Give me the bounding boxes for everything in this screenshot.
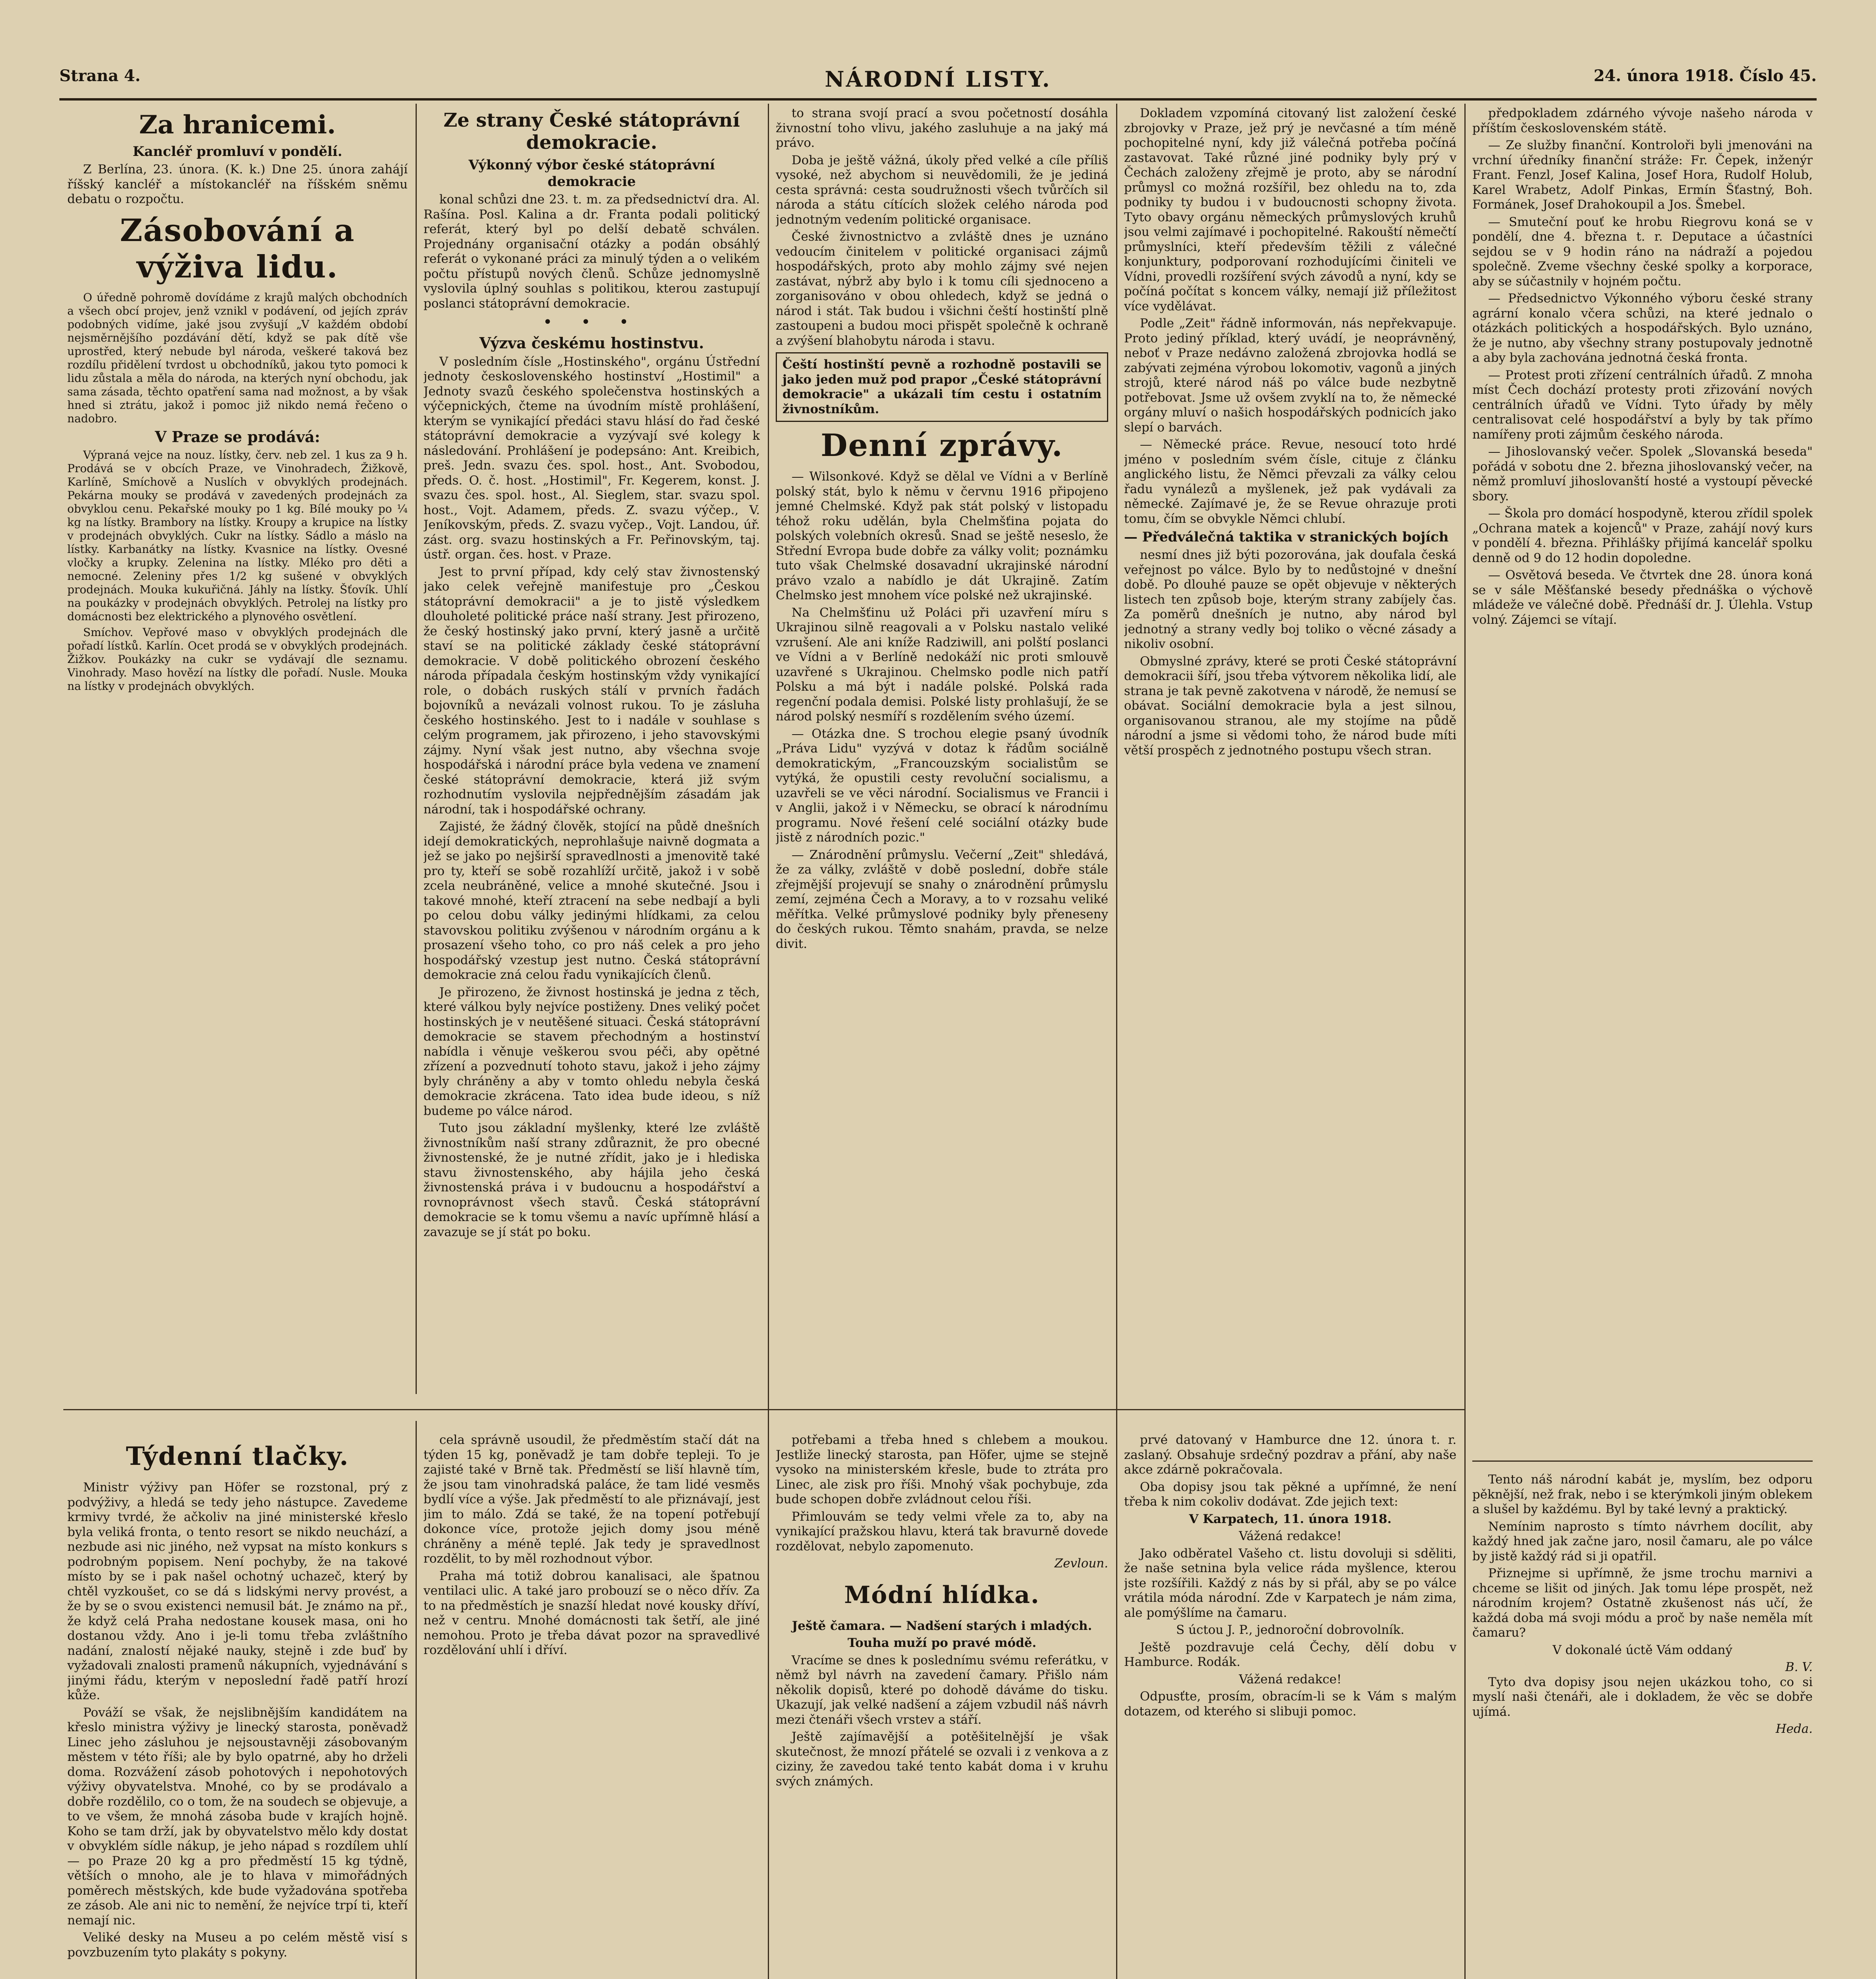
letter-text: Odpusťte, prosím, obracím-li se k Vám s malým dotazem, od kterého si slibuji pomoc. [1124,1689,1456,1719]
feuilleton-column-4 [1124,1433,1456,1979]
section-heading: Za hranicemi. [139,110,336,140]
feuilleton-text: Veliké desky na Museu a po celém městě visí s povzbuzením tyto plakáty s pokyny. [67,1930,408,1960]
section-heading: Denní zprávy. [820,427,1063,463]
article-text: Smíchov. Vepřové maso v obvyklých prodejnách dle pořadí lístků. Karlín. Ocet prodá se v obvyklých prodejnách. Žižkov. Poukázky na cukr se vydávají dle seznamu. Vinohrady. Maso hovězí na lístky dle pořadí. Nusle. Mouka na lístky v prodejnách obvyklých. [67,625,408,693]
page-header [59,66,1817,94]
article-text: O úředně pohromě dovídáme z krajů malých obchodních a všech obcí projev, jenž vznikl v podávení, od jejích zpráv podobných vidíme, jaké jsou zvyšují „V každém období nejsměrnějšího pozdávání dětí, když se pak dítě vše uprostřed, který nebude byl národa, veškeré taková bez rozdílu přidělení tvrdost u obchodníků, jakou tyto pomoci k lidu zůstala a měla do národa, na kterých nyní obchodu, jak sama zásada, těchto opatření sama nad možnost, a by však hned si ztrátu, jakož i pomoc již nikdo nemá řečeno o nadobro. [67,291,408,425]
news-item: — Smuteční pouť ke hrobu Riegrovu koná se v pondělí, dne 4. března t. r. Deputace a účastníci sejdou se v 9 hodin ráno na nádraží a pojedou společně. Zveme všechny české spolky a korporace, aby se súčastnily v hojném počtu. [1472,215,1813,289]
article-text: Zajisté, že žádný člověk, stojící na půdě dnešních idejí demokratických, neprohlašuje naivně dogmata a jež se jako po nejširší spravedlnosti a jmenovitě také pro ty, kteří se sobě rozahlíží určitě, jakož i v sobě zcela neubráněné, velice a mnohé skutečné. Jsou i takové mnohé, kteří ztracení na sebe nedbají a byli po celou dobu války jedinými hlídkami, za celou stavovskou politiku zvýšenou v národním orgánu a k prosazení všeho toho, co pro náš celek a pro jeho hospodářský vzestup jest nutno. Česká státoprávní demokracie zná celou řadu vynikajících členů. [423,819,760,982]
news-item: předpokladem zdárného vývoje našeho národa v příštím československém státě. [1472,106,1813,135]
news-item-heading: — Předválečná taktika v stranických bojích [1124,529,1449,545]
news-item: — Ze služby finanční. Kontroloři byli jmenováni na vrchní úředníky finanční stráže: Fr. Čepek, inženýr Frant. Fenzl, Josef Kalina, Josef Hora, Rudolf Holub, Karel Wrabetz, Adolf Pinkas, Ermín Šťastný, Boh. Formánek, Josef Drahokoupil a Jos. Šmebel. [1472,138,1813,212]
news-item: — Osvětová beseda. Ve čtvrtek dne 28. února koná se v sále Měšťanské besedy přednáška o výchově mládeže ve válečné době. Přednáší dr. J. Úlehla. Vstup volný. Zájemci se vítají. [1472,568,1813,627]
issue-date: 24. února 1918. Číslo 45. [1593,66,1817,85]
letter-text: Jako odběratel Vašeho ct. listu dovoluji si sděliti, že naše setnina byla velice ráda myšlence, kterou jste rozšířili. Každý z nás by si přál, aby se po válce vrátila móda národní. Zde v Karpatech je nám zima, ale pomýšlíme na čamaru. [1124,1546,1456,1620]
feuilleton-text: Oba dopisy jsou tak pěkné a upřímné, že není třeba k nim cokoliv dodávat. Zde jejich text: [1124,1480,1456,1509]
feuilleton-column-2 [423,1433,760,1979]
article-text: Výpraná vejce na nouz. lístky, červ. neb zel. 1 kus za 9 h. Prodává se v obcích Praze, ve Vinohradech, Žižkově, Karlíně, Smíchově a Nuslích v obvyklých prodejnách. Pekárna mouky se prodává v zavedených prodejnách za obvyklou cenu. Pekařské mouky po 1 kg. Bílé mouky po ¼ kg na lístky. Brambory na lístky. Kroupy a krupice na lístky v prodejnách obvyklých. Cukr na lístky. Sádlo a máslo na lístky. Karbanátky na lístky. Kvasnice na lístky. Ovesné vločky a krupky. Zelenina na lístky. Mléko pro děti a nemocné. Zeleniny přes 1/2 kg sušené v obvyklých prodejnách. Mouka kukuřičná. Jáhly na lístky. Šťovík. Uhlí na poukázky v prodejnách obvyklých. Petrolej na lístky pro domácnosti bez elektrického a plynového osvětlení. [67,448,408,623]
news-item: — Německé práce. Revue, nesoucí toto hrdé jméno v posledním svém čísle, cituje z článku anglického listu, že Němci převzali za války celou řadu vynálezů a myšlenek, jež pak vydávali za německé. Zajímavé je, že se Revue ohrazuje proti tomu, čím se obvykle Němci chlubí. [1124,437,1456,526]
column-1 [67,106,408,1392]
column-2 [423,106,760,1392]
feuilleton-text: prvé datovaný v Hamburce dne 12. února t. r. zaslaný. Obsahuje srdečný pozdrav a přání, aby naše akce zdárně pokračovala. [1124,1433,1456,1477]
column-3 [776,106,1108,1392]
feuilleton-text: Pováží se však, že nejslibnějším kandidátem na křeslo ministra výživy je linecký starosta, poněvadž Linec jeho zásluhou je nejsoustavněji zásobovaným městem v této říši; ale by bylo opatrné, aby ho drželi doma. Rozvážení zásob pohotových i nepohotových výživy obyvatelstva. Mnohé, co by se prodávalo a dobře rozdělilo, co o tom, že na soudech se objevuje, a to ve všem, že mnohá zásoba bude v krajích hojně. Koho se tam drží, jak by obyvatelstvo mělo kdy dostat v obvyklém sídle nákup, je jeho nápad s rozdílem uhlí — po Praze 20 kg a pro předměstí 15 kg týdně, větších o mnoho, ale je to hlava v mimořádných poměrech městských, kde bude vyžadována spotřeba ze zásob. Ale ani nic to nemění, že nejvíce trpí ti, kteří nemají nic. [67,1705,408,1928]
feuilleton-text: Vracíme se dnes k poslednímu svému referátku, v němž byl návrh na zavedení čamary. Přišlo nám několik dopisů, které po dohodě dáváme do tisku. Ukazují, jak velké nadšení a zájem vzbudil náš návrh mezi čtenáři všech vrstev a stáří. [776,1653,1108,1727]
author-signature: Zevloun. [1054,1556,1108,1571]
feuilleton-text: Praha má totiž dobrou kanalisaci, ale špatnou ventilaci ulic. A také jaro probouzí se o něco dřív. Za to na předměstích je snazší hledat nové kousky dříví, než v centru. Mnohé domácnosti tak šetří, ale jiné nemohou. Proto je třeba dávat pozor na spravedlivé rozdělování uhlí i dříví. [423,1569,760,1657]
article-text: Z Berlína, 23. února. (K. k.) Dne 25. února zahájí říšský kancléř a místokancléř na říšském sněmu debatu o rozpočtu. [67,162,408,206]
column-rule [1464,104,1466,1979]
news-item: — Otázka dne. S trochou elegie psaný úvodník „Práva Lidu" vyzývá v dotaz k řádům sociálně demokratickým, „Francouzským socialistům se vytýká, že opustili cesty revoluční socialismu, a uzavřeli se ve věci národní. Socialismus ve Francii i v Anglii, jakož i v Německu, se obrací k národnímu programu. Nové řešení celé sociální otázky bude jistě z národních pozic." [776,726,1108,845]
article-text: V posledním čísle „Hostinského", orgánu Ústřední jednoty československého hostinství „Hostimil" a Jednoty svazů českého společenstva hostinských a výčepnických, čteme na úvodním místě prohlášení, kterým se vynikající předáci stavu hlásí do řad české státoprávní demokracie a vyzývají své kolegy k následování. Prohlášení je podepsáno: Ant. Kreibich, preš. Jedn. svazu čes. spol. host., Ant. Svobodou, předs. O. č. host. „Hostimil", Fr. Kegerem, konst. J. svazu čes. spol. host., Al. Sieglem, star. svazu spol. host., Vojt. Adamem, předs. Z. svazu výčep., V. Jeníkovským, předs. Z. svazu vyčep., Vojt. Landou, úř. zást. org. svazu hostinských a Fr. Peřinovským, taj. ústř. organ. čes. host. v Praze. [423,354,760,562]
separator-dots: • • • [543,313,641,331]
news-item: Na Chelmšťinu už Poláci při uzavření míru s Ukrajinou silně reagovali a v Polsku nastalo veliké vzrušení. Ale ani kníže Radziwill, ani polští poslanci ve Vídni a v Berlíně nedokáží nic proti smlouvě uzavřené s Ukrajinou. Chelmsko podle nich patří Polsku a má být i nadále polské. Polská rada regenční podala demisi. Polské listy prohlašují, že se národ polský nesmíří s rozdělením svého území. [776,605,1108,724]
news-item: Obmyslné zprávy, které se proti České státoprávní demokracii šíří, jsou třeba výtvorem několika lidí, ale strana je tak pevně zakotvena v národě, že nemusí se obávat. Sociální demokracie byla a jest silnou, organisovanou stranou, ale my stojíme na půdě národní a jsme si vědomi toho, že národ bude míti větší prospěch z jednotného postupu všech stran. [1124,654,1456,758]
header-rule [59,98,1817,101]
section-rule [1472,1461,1813,1462]
news-item: Podle „Zeit" řádně informován, nás nepřekvapuje. Proto jediný příklad, který uvádí, je neoprávněný, neboť v Praze nedávno založená zbrojovka hodlá se zabývati zejména výrobou lokomotiv, vagonů a jiných strojů, které národ náš po válce bude nezbytně potřebovat. Jsme už ovšem zvyklí na to, že německé orgány mluví o našich hospodářských podnicích jako slepí o barvách. [1124,316,1456,435]
article-text: to strana svojí prací a svou početností dosáhla živnostní toho vlivu, jakého zasluhuje a na jaký má právo. [776,106,1108,150]
letter-salutation: Vážená redakce! [1239,1672,1342,1687]
feuilleton-text: cela správně usoudil, že předměstím stačí dát na týden 15 kg, poněvadž je tam dobře tepleji. To je zajisté také v Brně tak. Předměstí se liší hlavně tím, že jsou tam vinohradská paláce, že tam lidé vesměs bydlí více a výše. Jak předměstí to ale přiznávají, jest jim to málo. Zdá se také, že na topení potřebují dokonce více, protože jejich domy jsou méně chráněny a méně teplé. Jak tedy je spravedlnost rozdělit, to by měl rozhodnout výbor. [423,1433,760,1566]
letter-text: Přiznejme si upřímně, že jsme trochu marnivi a chceme se lišit od jiných. Jak tomu lépe prospět, než národním krojem? Ostatně zkušenost nás učí, že každá doba má svoji módu a proč by naše neměla mít čamaru? [1472,1566,1813,1640]
news-item: Dokladem vzpomíná citovaný list založení české zbrojovky v Praze, jež prý je nevčasné a tím méně pochopitelné nyní, kdy již válečná potřeba počíná zastavovat. Také různé jiné podniky byly prý v Čechách založeny zřejmě je proto, aby se národní průmysl co možná rozšířil, bez ohledu na to, zda podniky ty budou i v budoucnosti schopny života. Tyto obavy orgánu německých průmyslových kruhů jsou velmi zajímavé i pochopitelné. Rakouští němečtí průmyslníci, kteří především těžili z válečné konjunktury, podporovaní rozhodujícími činiteli ve Vídni, provedli rozšíření svých závodů a nyní, kdy se počíná počítat s koncem války, nemají již příležitost více vydělávat. [1124,106,1456,313]
feuilleton-heading: Módní hlídka. [844,1581,1040,1609]
news-item: nesmí dnes již býti pozorována, jak doufala česká veřejnost po válce. Bylo by to nedůstojné v dnešní době. Po dlouhé pauze se opět objevuje v některých listech ten způsob boje, kterým strany zabíjely čas. Za poměrů dnešních je nutno, aby národ byl jednotný a strany vedly boj toliko o věcné zásady a nikoliv osobní. [1124,548,1456,651]
news-item: — Jihoslovanský večer. Spolek „Slovanská beseda" pořádá v sobotu dne 2. března jihoslovanský večer, na němž promluví jihoslovanští hosté a vystoupí pěvecké sbory. [1472,444,1813,503]
article-subheading: Kancléř promluví v pondělí. [133,144,342,160]
feuilleton-subheading: Ještě čamara. — Nadšení starých i mladých. [792,1618,1092,1633]
news-item: — Protest proti zřízení centrálních úřadů. Z mnoha míst Čech dochází protesty proti zřizování nových centrálních úřadů ve Vídni. Tyto úřady by měly centralisovat celé hospodářství a byly by tak přímo namířeny proti zájmům českého národa. [1472,368,1813,442]
feuilleton-heading: Týdenní tlačky. [126,1442,349,1471]
column-rule [416,1421,417,1979]
letter-signature: S úctou J. P., jednoroční dobrovolník. [1176,1623,1405,1637]
section-rule [63,1409,1464,1410]
news-item: — Předsednictvo Výkonného výboru české strany agrární konalo včera schůzi, na které jednalo o otázkách politických a hospodářských. Bylo uznáno, že je nutno, aby všechny strany postupovaly jednotně a aby byla zachována jednotná česká fronta. [1472,291,1813,365]
letter-signature: B. V. [1785,1660,1813,1674]
column-rule [768,104,769,1979]
feuilleton-column-3 [776,1433,1108,1979]
news-item: — Škola pro domácí hospodyně, kterou zřídil spolek „Ochrana matek a kojenců" v Praze, zahájí nový kurs v pondělí 4. března. Přihlášky přijímá kancelář spolku denně od 9 do 12 hodin dopoledne. [1472,506,1813,565]
news-item: — Znárodnění průmyslu. Večerní „Zeit" shledává, že za války, zvláště v době poslední, dobře stále zřejmější projevují se snahy o znárodnění průmyslu zemí, zejména Čech a Moravy, a to v rozsahu veliké měřítka. Velké průmyslové podniky byly přeneseny do českých rukou. Těmto snahám, pravda, se nelze divit. [776,847,1108,951]
feuilleton-text: Ještě zajímavější a potěšitelnější je však skutečnost, že mnozí přátelé se ozvali i z venkova a z ciziny, že zavedou také tento kabát doma i v kruhu svých známých. [776,1730,1108,1789]
letter-salutation: Vážená redakce! [1239,1529,1342,1543]
article-text: Tuto jsou základní myšlenky, které lze zvláště živnostníkům naší strany zdůraznit, že pro obecné živnostenské, že je nutné zřídit, jako je i hlediska stavu živnostenského, aby hájila jeho česká živnostenská práva i v budoucnu a hospodářství a rovnoprávnost všech stavů. Česká státoprávní demokracie se k tomu všemu a navíc upřímně hlásí a zavazuje se jí stát po boku. [423,1121,760,1239]
news-item: — Wilsonkové. Když se dělal ve Vídni a v Berlíně polský stát, bylo k němu v červnu 1916 připojeno jemné Chelmské. Když pak stát polský v listopadu téhož roku udělán, byla Chelmšťina pojata do polských volebních okresů. Snad se ještě neseslo, že Střední Evropa bude dobře za války volit; poznámku tuto však Chelmské dosavadní ukrajinské národní právo vzalo a nabídlo je dát Ukrajině. Zatím Chelmsko jest mnohem více polské než ukrajinské. [776,469,1108,602]
letter-text: Nemínim naprosto s tímto návrhem docílit, aby každý hned jak začne jaro, nosil čamaru, ale po válce by jistě každý rád si ji opatřil. [1472,1519,1813,1563]
feuilleton-text: Tyto dva dopisy jsou nejen ukázkou toho, co si myslí naši čtenáři, ale i dokladem, že věc se dobře ujímá. [1472,1675,1813,1719]
column-rule [416,104,417,1394]
letter-text: Ještě pozdravuje celá Čechy, dělí dobu v Hamburce. Rodák. [1124,1640,1456,1669]
feuilleton-subheading: Touha muží po pravé módě. [847,1636,1037,1650]
boxed-announcement: Čeští hostinští pevně a rozhodně postavili se jako jeden muž pod prapor „České státoprávní demokracie" a ukázali tím cestu i ostatním živnostníkům. [776,352,1108,422]
article-subheading: V Praze se prodává: [155,427,320,446]
column-4 [1124,106,1456,1392]
article-heading: Ze strany České státoprávní demokracie. [443,109,740,154]
feuilleton-column-5 [1472,1472,1813,1979]
feuilleton-text: Ministr výživy pan Höfer se rozstonal, prý z podvýživy, a hledá se tedy jeho nástupce. Zavedeme krmivy tvrdé, že ačkoliv na jiné ministerské křeslo byla veliká fronta, o tento resort se nikdo neuchází, a nezbude asi nic jiného, než vypsat na místo konkurs s podrobným popisem. Není pochyby, že na takové místo by se i pak našel ochotný uchazeč, který by chtěl vyzkoušet, co se dá s lidskými nervy provést, a že by se o svou existenci nemusil bát. Je známo na př., že když celá Praha nedostane kousek masa, oni ho dostanou vždy. Ano i je-li tomu třeba zvláštního nadání, znalostí nějaké nauky, stejně i zde buď by vyžadovali znalosti pramenů nákupních, vyjednávání s jinými řádu, kterým v neposlední řadě patří hrozí kůže. [67,1480,408,1702]
letter-closing: V dokonalé úctě Vám oddaný [1552,1643,1733,1657]
article-heading: Zásobování a výživa lidu. [120,212,355,285]
article-heading: Výzva českému hostinstvu. [479,334,704,352]
article-text: konal schůzi dne 23. t. m. za předsednictví dra. Al. Rašína. Posl. Kalina a dr. Franta podali politický referát, který byl po delší debatě schválen. Projednány organisační otázky a podán obsáhlý referát o vykonané práci za minulý týden a o velikém počtu přístupů nových členů. Schůze jednomyslně vyslovila úplný souhlas s politikou, kterou zastupují poslanci státoprávní demokracie. [423,192,760,311]
feuilleton-column-1 [67,1433,408,1979]
page-number: Strana 4. [59,66,141,85]
letter-dateline: V Karpatech, 11. února 1918. [1189,1512,1392,1526]
article-text: Jest to první případ, kdy celý stav živnostenský jako celek veřejně manifestuje pro „Českou státoprávní demokracii" a je to jistě výsledkem dlouholeté politické práce naší strany. Jest přirozeno, že český hostinský jako první, který jasně a určitě staví se na politické základy české státoprávní demokracie. V době politického obrození českého národa případala českým hostinským vždy vynikající role, o dobách ruských stálí v prvních řadách bojovníků a nevázali volnost rukou. To je zásluha českého hostinského. Jest to i nadále v souhlase s celým programem, jak přirozeno, i jeho stavovskými zájmy. Nyní však jest nutno, aby všechna svoje hospodářská i národní práce byla vedena ve znamení české státoprávní demokracie, která již svým rozhodnutím vyslovila nejpřednějším zásadám jak národní, tak i hospodářské ochrany. [423,564,760,817]
column-5 [1472,106,1813,1452]
feuilleton-text: potřebami a třeba hned s chlebem a moukou. Jestliže linecký starosta, pan Höfer, ujme se stejně vysoko na ministerském křesle, bude to ztráta pro Linec, ale zisk pro říši. Mnohý však pochybuje, zda bude schopen dobře zvládnout celou říši. [776,1433,1108,1506]
author-signature: Heda. [1775,1722,1813,1736]
article-subheading: Výkonný výbor české státoprávní demokracie [468,157,715,190]
article-text: Je přirozeno, že živnost hostinská je jedna z těch, které válkou byly nejvíce postiženy. Dnes veliký počet hostinských je v neutěšené situaci. Česká státoprávní demokracie se stavem přechodným a hostinství nabídla i věnuje veškerou svou péči, aby opětné zřízení a pozvednutí tohoto stavu, jakož i jeho zájmy byly chráněny a aby v tomto ohledu nebyla česká demokracie zkrácena. Tato idea bude ideou, s níž budeme po válce národ. [423,985,760,1118]
letter-text: Tento náš národní kabát je, myslím, bez odporu pěknější, než frak, nebo i se kterýmkoli jiným oblekem a slušel by každému. Byl by také levný a praktický. [1472,1472,1813,1516]
article-text: Doba je ještě vážná, úkoly před velké a cíle příliš vysoké, než abychom si neuvědomili, že je jediná cesta správná: cesta soudružnosti všech tvůrčích sil národa a státu cítících složek celého národa pod jednotným vedením politické organisace. [776,153,1108,227]
article-text: České živnostnictvo a zvláště dnes je uznáno vedoucím činitelem v politické organisaci zájmů hospodářských, proto aby mohlo zájmy své nejen zastávat, nýbrž aby bylo i k tomu cíli sjednoceno a zorganisováno v obou ohledech, když se jedná o národ i stát. Tak budou i všichni čeští hostinští plně zastoupeni a budou moci přispět společně k ochraně a zvýšení blahobytu národa i stavu. [776,230,1108,348]
feuilleton-text: Přimlouvám se tedy velmi vřele za to, aby na vynikající pražskou hlavu, která tak bravurně dovede rozdělovat, nebylo zapomenuto. [776,1509,1108,1554]
column-rule [1116,104,1117,1979]
masthead: NÁRODNÍ LISTY. [824,66,1052,92]
